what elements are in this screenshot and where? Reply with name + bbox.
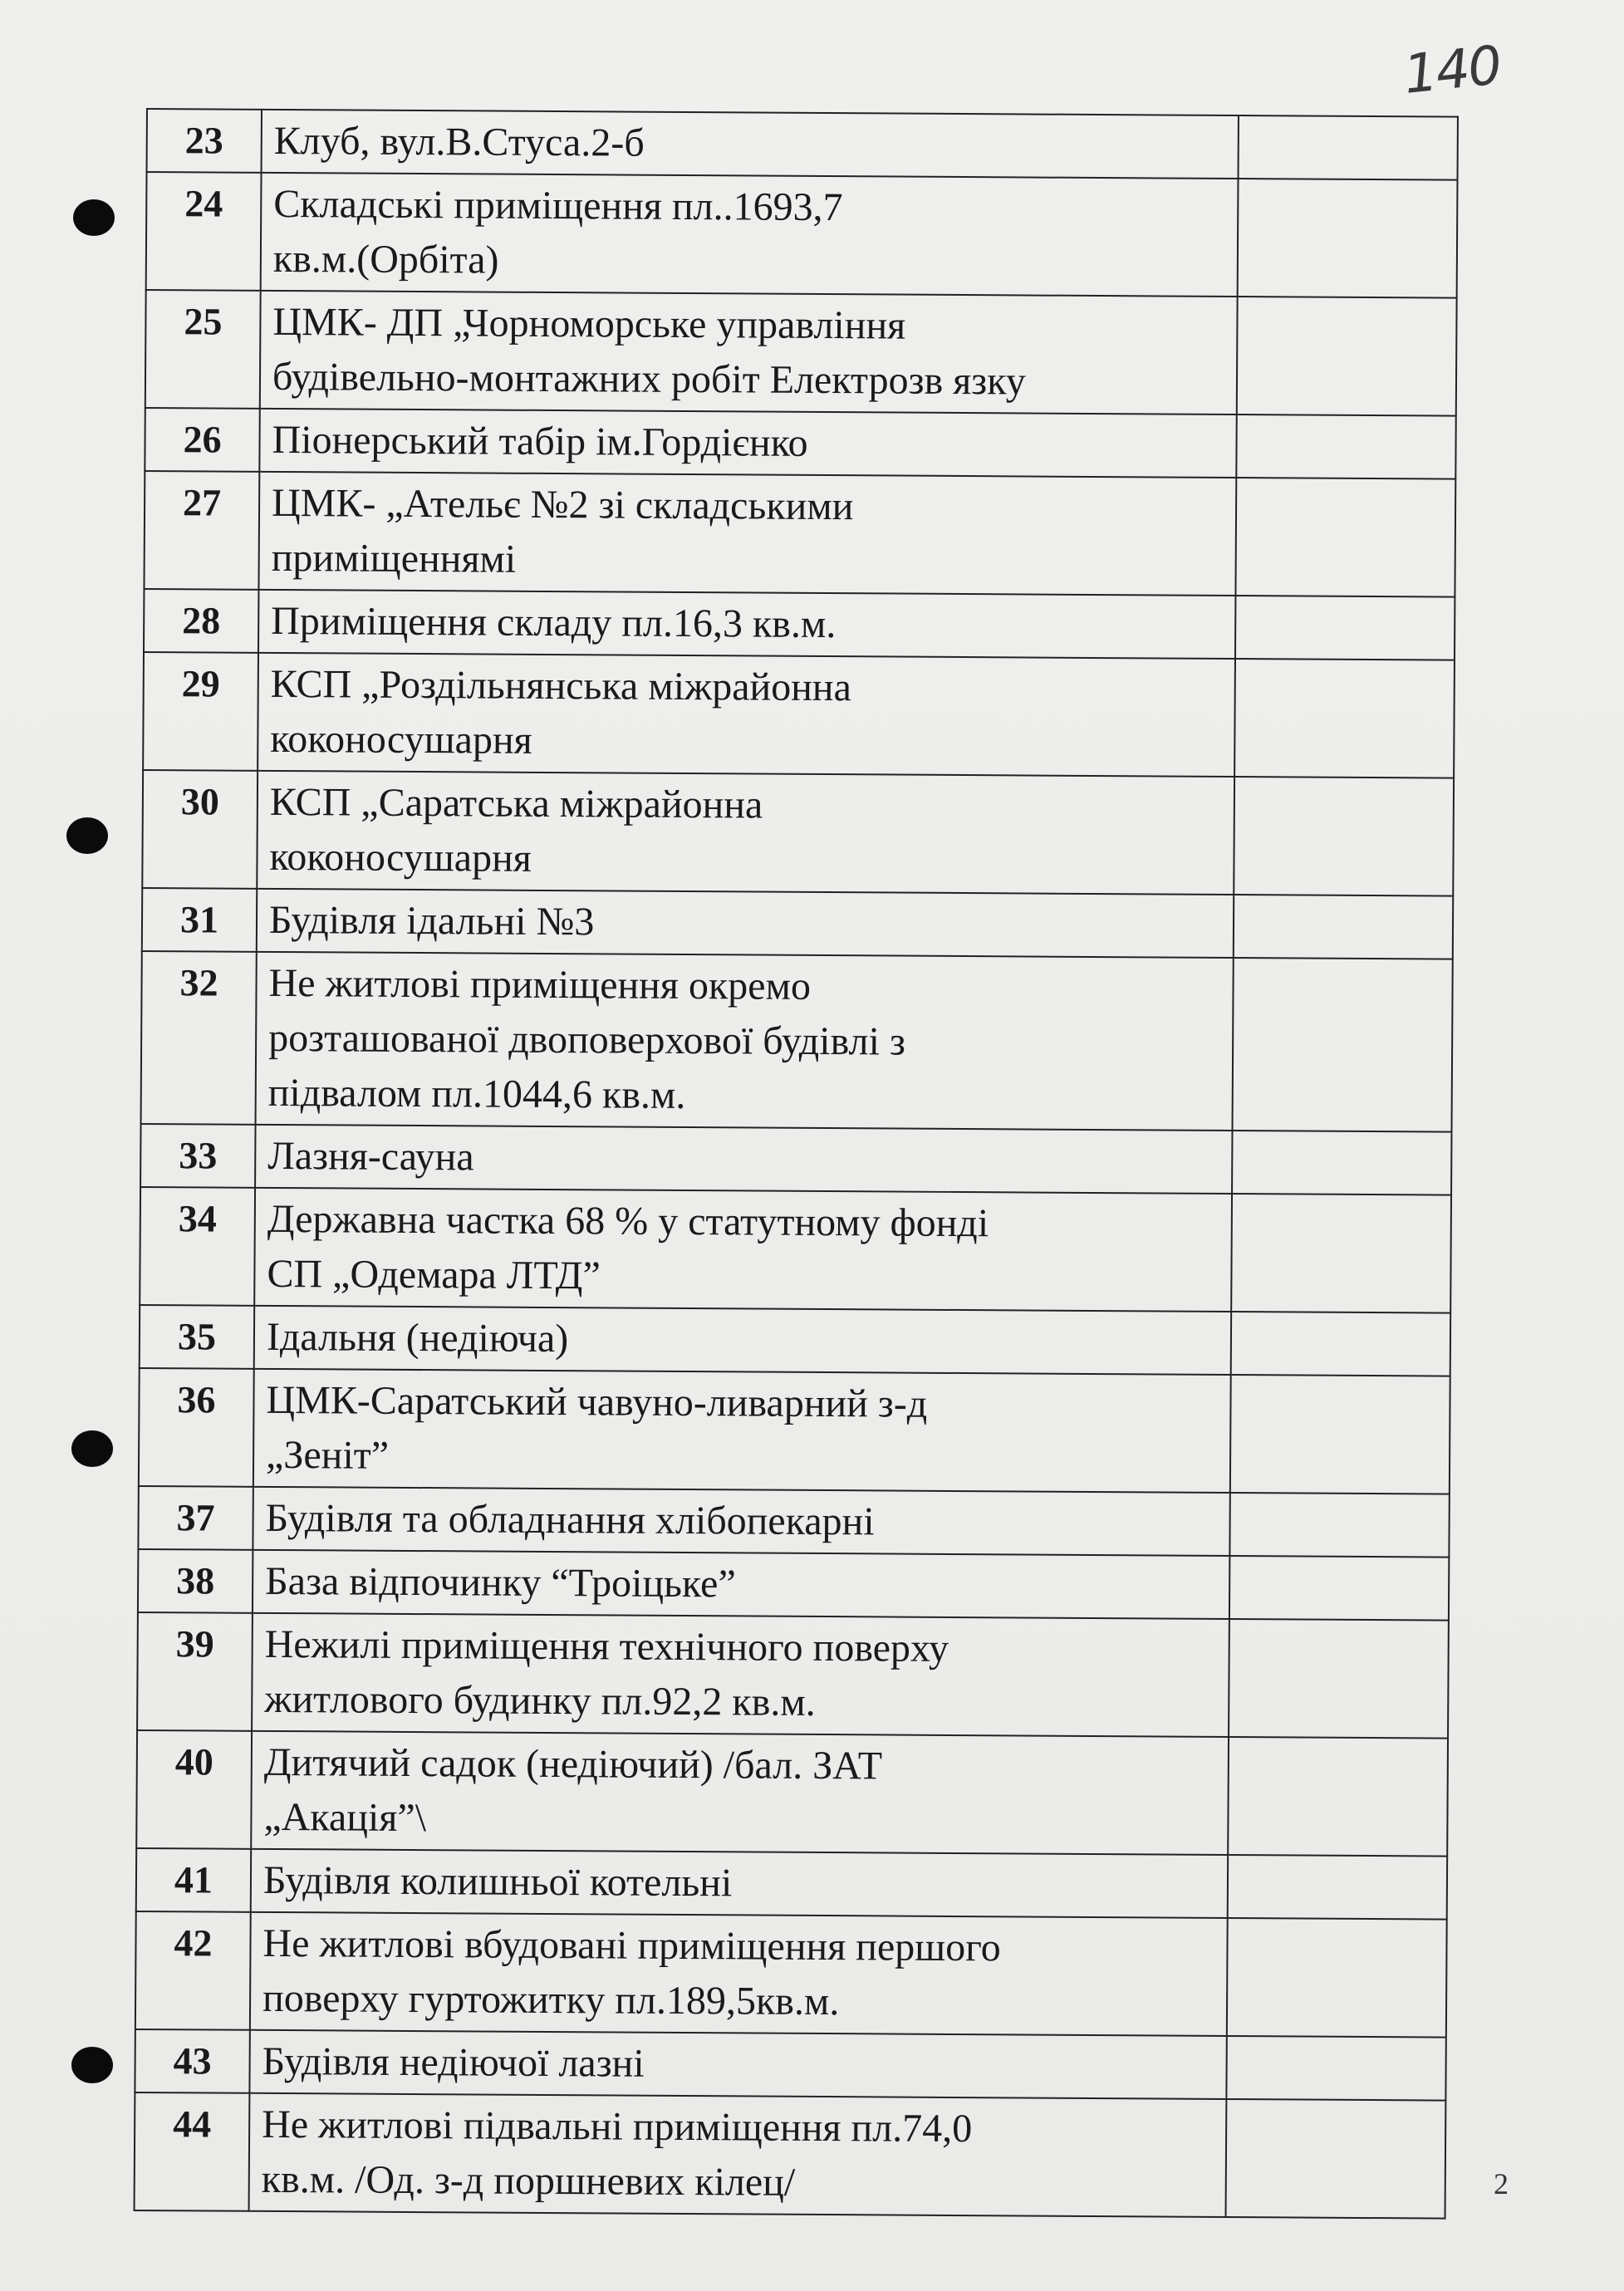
row-number: 38 — [138, 1549, 253, 1613]
property-name: Будівля колишньої котельні — [251, 1849, 1228, 1918]
table-row — [137, 1612, 1449, 1739]
blank-cell — [1233, 958, 1453, 1132]
table-row — [138, 1549, 1449, 1621]
blank-cell — [1235, 478, 1455, 597]
blank-cell — [1237, 297, 1457, 416]
blank-cell — [1231, 1312, 1450, 1376]
property-name: ЦМК- ДП „Чорноморське управління будівельно-монтажних робіт Електрозв язку — [260, 291, 1238, 415]
table-row — [140, 1187, 1451, 1313]
table-row — [142, 770, 1454, 896]
punch-hole — [73, 199, 115, 236]
property-name: КСП „Саратська міжрайонна коконосушарня — [257, 771, 1234, 895]
row-number: 34 — [140, 1187, 255, 1306]
property-name: Не житлові приміщення окремо розташованої двоповерхової будівлі з підвалом пл.1044,6 кв.м. — [256, 952, 1234, 1131]
property-name: Дитячий садок (недіючий) /бал. ЗАТ „Акація”\ — [251, 1731, 1229, 1855]
row-number: 35 — [140, 1305, 254, 1369]
row-number: 44 — [135, 2092, 250, 2211]
blank-cell — [1226, 2099, 1446, 2219]
row-number: 33 — [140, 1124, 255, 1188]
row-number: 39 — [137, 1612, 253, 1731]
punch-hole — [66, 817, 108, 854]
row-number: 31 — [142, 888, 257, 952]
row-number: 41 — [136, 1848, 251, 1912]
property-table — [134, 108, 1459, 2220]
property-name: База відпочинку “Троіцьке” — [253, 1550, 1229, 1619]
table-row — [138, 1486, 1449, 1558]
table-row — [136, 1848, 1447, 1920]
property-name: Ідальня (недіюча) — [254, 1306, 1231, 1375]
table-row — [144, 471, 1455, 597]
row-number: 23 — [147, 109, 262, 173]
table-body — [135, 109, 1458, 2219]
table-row — [143, 652, 1455, 778]
row-number: 43 — [135, 2029, 249, 2093]
blank-cell — [1228, 1737, 1448, 1857]
row-number: 37 — [138, 1486, 253, 1550]
blank-cell — [1230, 1375, 1450, 1494]
blank-cell — [1226, 2036, 1445, 2101]
page-number: 2 — [1494, 2167, 1509, 2200]
table-row — [140, 1305, 1450, 1376]
blank-cell — [1234, 777, 1454, 896]
property-name: Не житлові підвальні приміщення пл.74,0 кв.м. /Од. з-д поршневих кілец/ — [249, 2093, 1227, 2217]
blank-cell — [1235, 596, 1455, 660]
blank-cell — [1228, 1855, 1447, 1920]
row-number: 27 — [144, 471, 259, 590]
row-number: 24 — [146, 172, 262, 291]
property-name: Державна частка 68 % у статутному фонді СП „Одемара ЛТД” — [254, 1188, 1232, 1312]
punch-hole — [71, 1430, 113, 1467]
table-row — [135, 1911, 1447, 2038]
table-row — [136, 1730, 1448, 1857]
table-row — [140, 1124, 1451, 1195]
row-number: 40 — [136, 1730, 252, 1849]
row-number: 42 — [135, 1911, 251, 2030]
row-number: 28 — [144, 589, 258, 653]
row-number: 26 — [145, 408, 259, 472]
property-name: Будівля недіючої лазні — [249, 2030, 1226, 2099]
blank-cell — [1236, 415, 1455, 479]
blank-cell — [1238, 179, 1458, 298]
row-number: 32 — [141, 951, 257, 1125]
table-row — [145, 290, 1457, 416]
property-name: Піонерський табір ім.Гордієнко — [259, 409, 1236, 478]
handwritten-page-number: 140 — [1401, 35, 1504, 106]
property-name: ЦМК- „Ательє №2 зі складськими приміщеннямі — [258, 472, 1236, 596]
row-number: 25 — [145, 290, 261, 409]
table-row — [139, 1368, 1450, 1494]
table-row — [141, 951, 1453, 1132]
property-name: Лазня-сауна — [255, 1125, 1232, 1194]
blank-cell — [1232, 1131, 1451, 1195]
blank-cell — [1234, 895, 1453, 959]
table-row — [135, 2029, 1445, 2101]
property-name: ЦМК-Саратський чавуно-ливарний з-д „Зеніт” — [253, 1369, 1231, 1493]
row-number: 36 — [139, 1368, 254, 1487]
table-row — [145, 408, 1455, 479]
row-number: 29 — [143, 652, 258, 771]
punch-hole — [71, 2047, 113, 2083]
property-name: Клуб, вул.В.Стуса.2-б — [262, 110, 1239, 179]
property-name: Будівля та обладнання хлібопекарні — [253, 1487, 1229, 1556]
table-row — [135, 2092, 1446, 2219]
table-row — [146, 172, 1458, 298]
blank-cell — [1229, 1493, 1449, 1558]
blank-cell — [1229, 1619, 1449, 1739]
blank-cell — [1239, 115, 1458, 180]
table-row — [147, 109, 1458, 180]
property-name: Приміщення складу пл.16,3 кв.м. — [258, 590, 1235, 659]
blank-cell — [1234, 659, 1455, 778]
blank-cell — [1231, 1194, 1451, 1313]
property-name: Не житлові вбудовані приміщення першого поверху гуртожитку пл.189,5кв.м. — [250, 1912, 1228, 2036]
property-name: Нежилі приміщення технічного поверху житлового будинку пл.92,2 кв.м. — [252, 1613, 1229, 1737]
table-row — [142, 888, 1453, 959]
table-row — [144, 589, 1455, 660]
property-name: КСП „Роздільнянська міжрайонна коконосушарня — [258, 653, 1235, 777]
property-name: Складські приміщення пл..1693,7 кв.м.(Орбіта) — [261, 173, 1239, 297]
property-name: Будівля ідальні №3 — [257, 889, 1234, 958]
blank-cell — [1227, 1918, 1447, 2038]
blank-cell — [1229, 1556, 1449, 1621]
row-number: 30 — [142, 770, 258, 889]
